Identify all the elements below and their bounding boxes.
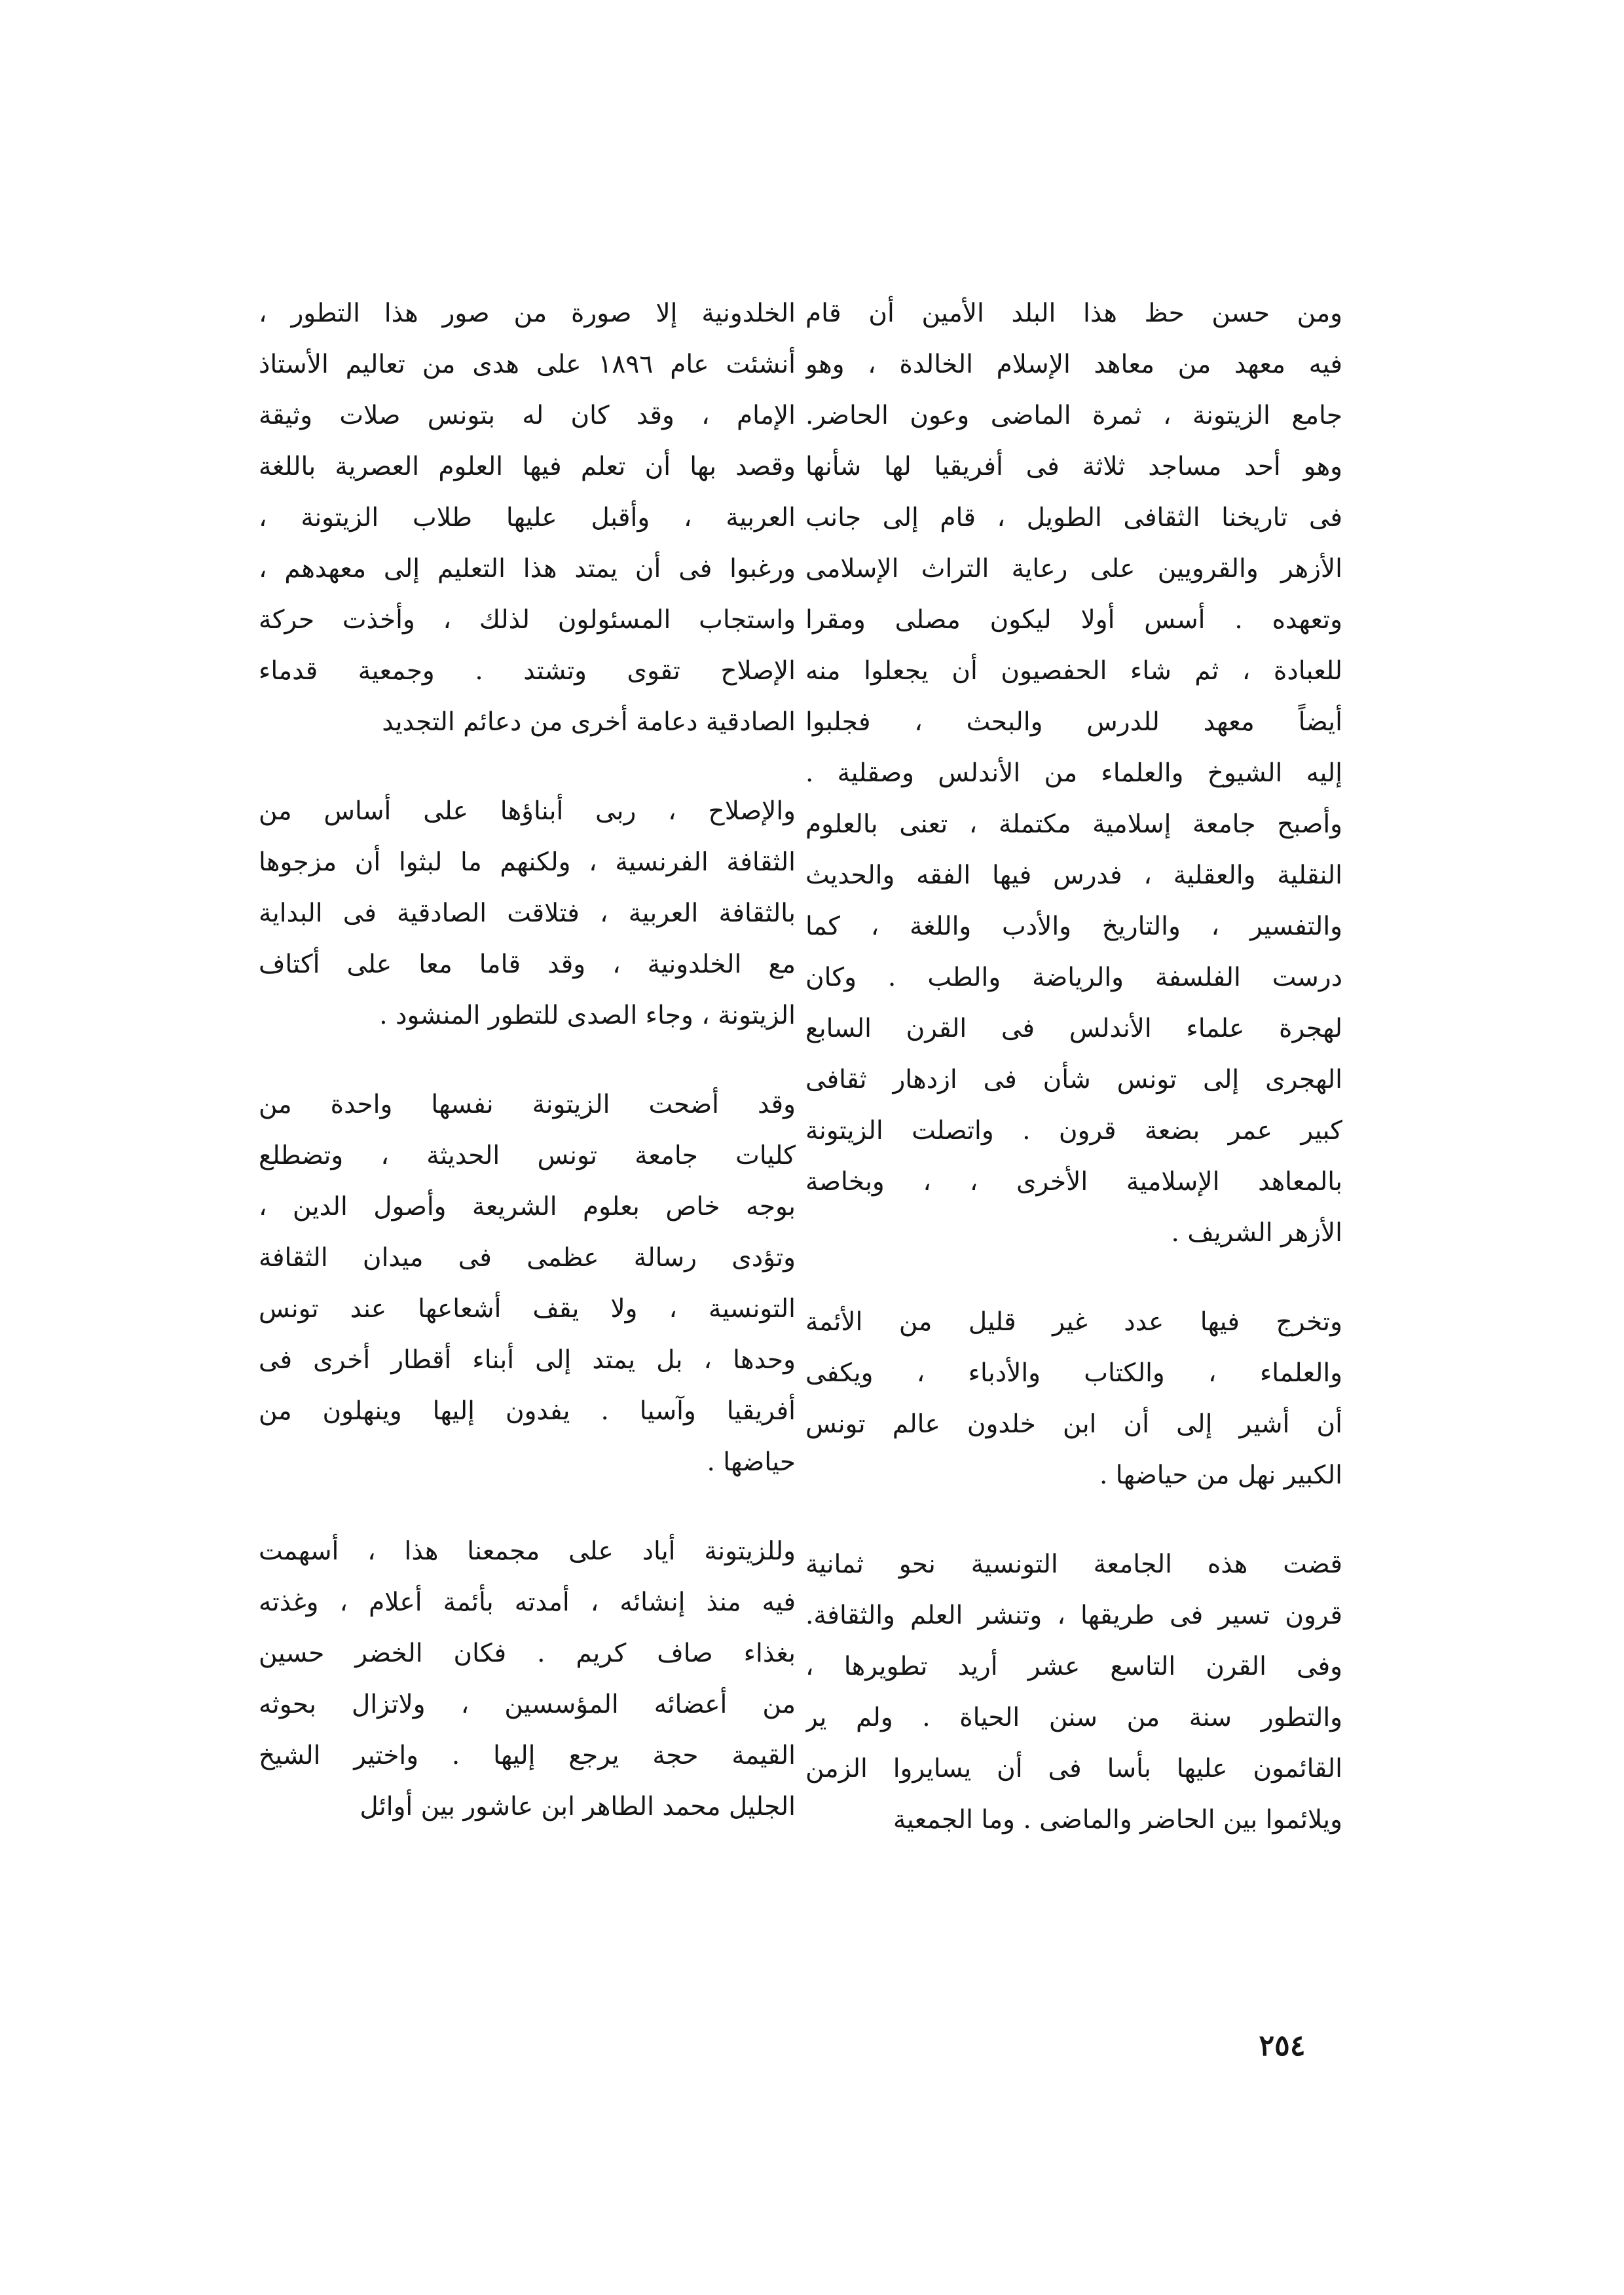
text-line: الهجرى إلى تونس شأن فى ازدهار ثقافى xyxy=(805,1065,1342,1094)
text-line: الأزهر الشريف . xyxy=(1171,1218,1342,1248)
text-line: من أعضائه المؤسسين ، ولاتزال بحوثه xyxy=(259,1690,796,1719)
text-line: والتفسير ، والتاريخ والأدب واللغة ، كما xyxy=(805,912,1342,941)
text-line: وفى القرن التاسع عشر أريد تطويرها ، xyxy=(805,1652,1342,1681)
text-line: الإمام ، وقد كان له بتونس صلات وثيقة xyxy=(259,401,796,430)
text-line: الزيتونة ، وجاء الصدى للتطور المنشود . xyxy=(379,1001,796,1030)
paragraph xyxy=(805,1297,1342,1501)
text-line: وللزيتونة أياد على مجمعنا هذا ، أسهمت xyxy=(259,1537,796,1566)
left-column xyxy=(259,288,796,1833)
text-line: التونسية ، ولا يقف أشعاعها عند تونس xyxy=(259,1294,796,1324)
text-line: والإصلاح ، ربى أبناؤها على أساس من xyxy=(259,796,796,826)
text-line: القائمون عليها بأسا فى أن يسايروا الزمن xyxy=(805,1754,1342,1783)
text-line: فيه معهد من معاهد الإسلام الخالدة ، وهو xyxy=(805,350,1342,379)
paragraph xyxy=(805,1539,1342,1846)
paragraph xyxy=(259,786,796,1041)
text-line: الصادقية دعامة أخرى من دعائم التجديد xyxy=(382,707,796,737)
text-line: وأصبح جامعة إسلامية مكتملة ، تعنى بالعلوم xyxy=(805,810,1342,839)
text-line: واستجاب المسئولون لذلك ، وأخذت حركة xyxy=(259,605,796,635)
text-line: لهجرة علماء الأندلس فى القرن السابع xyxy=(805,1014,1342,1043)
text-line: بوجه خاص بعلوم الشريعة وأصول الدين ، xyxy=(259,1192,796,1222)
text-line: الأزهر والقرويين على رعاية التراث الإسلامى xyxy=(805,554,1342,584)
text-line: الإصلاح تقوى وتشتد . وجمعية قدماء xyxy=(259,656,796,686)
text-line: والتطور سنة من سنن الحياة . ولم ير xyxy=(805,1703,1342,1732)
text-line: والعلماء ، والكتاب والأدباء ، ويكفى xyxy=(805,1358,1342,1388)
text-line: وتعهده . أسس أولا ليكون مصلى ومقرا xyxy=(805,605,1342,635)
text-line: للعبادة ، ثم شاء الحفصيون أن يجعلوا منه xyxy=(805,656,1342,686)
text-line: وقصد بها أن تعلم فيها العلوم العصرية باللغة xyxy=(259,452,796,481)
paragraph-gap xyxy=(259,1488,796,1526)
text-line: ورغبوا فى أن يمتد هذا التعليم إلى معهدهم ، xyxy=(259,554,796,584)
paragraph xyxy=(805,288,1342,1259)
text-line: كبير عمر بضعة قرون . واتصلت الزيتونة xyxy=(805,1116,1342,1146)
text-line: النقلية والعقلية ، فدرس فيها الفقه والحديث xyxy=(805,861,1342,890)
paragraph xyxy=(259,288,796,748)
paragraph xyxy=(259,1079,796,1488)
text-line: أن أشير إلى أن ابن خلدون عالم تونس xyxy=(805,1409,1342,1439)
text-line: بغذاء صاف كريم . فكان الخضر حسين xyxy=(259,1639,796,1668)
text-line: ويلائموا بين الحاضر والماضى . وما الجمعية xyxy=(893,1805,1342,1835)
text-line: بالثقافة العربية ، فتلاقت الصادقية فى البداية xyxy=(259,899,796,928)
text-line: ومن حسن حظ هذا البلد الأمين أن قام xyxy=(805,299,1342,328)
text-line: أيضاً معهد للدرس والبحث ، فجلبوا xyxy=(805,707,1342,737)
text-line: فى تاريخنا الثقافى الطويل ، قام إلى جانب xyxy=(805,503,1342,532)
text-line: الكبير نهل من حياضها . xyxy=(1099,1461,1342,1490)
text-line: وقد أضحت الزيتونة نفسها واحدة من xyxy=(259,1090,796,1119)
text-line: بالمعاهد الإسلامية الأخرى ، ، وبخاصة xyxy=(805,1167,1342,1197)
text-line: قضت هذه الجامعة التونسية نحو ثمانية xyxy=(805,1550,1342,1579)
text-line: حياضها . xyxy=(707,1447,796,1477)
text-line: مع الخلدونية ، وقد قاما معا على أكتاف xyxy=(259,950,796,979)
text-line: وتخرج فيها عدد غير قليل من الأئمة xyxy=(805,1307,1342,1337)
paragraph-gap xyxy=(259,1041,796,1079)
text-line: أفريقيا وآسيا . يفدون إليها وينهلون من xyxy=(259,1396,796,1426)
text-line: جامع الزيتونة ، ثمرة الماضى وعون الحاضر. xyxy=(805,401,1342,430)
paragraph xyxy=(259,1526,796,1833)
text-line: الخلدونية إلا صورة من صور هذا التطور ، xyxy=(259,299,796,328)
text-line: الجليل محمد الطاهر ابن عاشور بين أوائل xyxy=(360,1792,796,1821)
text-line: إليه الشيوخ والعلماء من الأندلس وصقلية . xyxy=(805,758,1342,788)
text-line: وهو أحد مساجد ثلاثة فى أفريقيا لها شأنها xyxy=(805,452,1342,481)
text-line: وحدها ، بل يمتد إلى أبناء أقطار أخرى فى xyxy=(259,1345,796,1375)
right-column xyxy=(805,288,1342,1846)
text-line: قرون تسير فى طريقها ، وتنشر العلم والثقافة. xyxy=(805,1601,1342,1630)
text-line: وتؤدى رسالة عظمى فى ميدان الثقافة xyxy=(259,1243,796,1273)
text-line: الثقافة الفرنسية ، ولكنهم ما لبثوا أن مزجوها xyxy=(259,848,796,877)
text-line: القيمة حجة يرجع إليها . واختير الشيخ xyxy=(259,1741,796,1770)
text-line: درست الفلسفة والرياضة والطب . وكان xyxy=(805,963,1342,992)
text-line: كليات جامعة تونس الحديثة ، وتضطلع xyxy=(259,1141,796,1170)
text-line: فيه منذ إنشائه ، أمدته بأئمة أعلام ، وغذته xyxy=(259,1588,796,1617)
text-line: أنشئت عام ١٨٩٦ على هدى من تعاليم الأستاذ xyxy=(259,350,796,379)
page-number: ٢٥٤ xyxy=(1259,2029,1306,2062)
text-line: العربية ، وأقبل عليها طلاب الزيتونة ، xyxy=(259,503,796,532)
paragraph-gap xyxy=(805,1501,1342,1539)
paragraph-gap xyxy=(259,748,796,786)
paragraph-gap xyxy=(805,1259,1342,1297)
